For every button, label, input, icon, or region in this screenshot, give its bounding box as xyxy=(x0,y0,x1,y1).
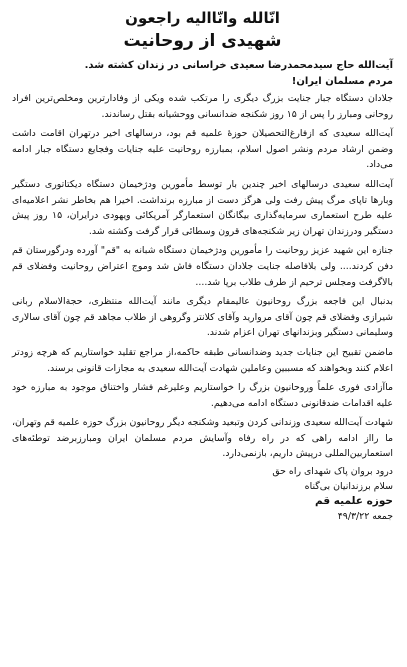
paragraph-6: ماضمن تقبیح این جنایات جدید وضدانسانی طبقه حاکمه،از مراجع تقلید خواستاریم که هرچه زودتر اعلام کنند وبخواهند که مسببین وعاملین شهادت آیت‌الله سعیدی به مجازات قانونی برسند. xyxy=(12,346,393,374)
date: جمعه ۴۹/۳/۲۲ xyxy=(337,511,393,523)
closing-line-2: سلام برزندانیان بی‌گناه xyxy=(304,481,393,493)
paragraph-1: جلادان دستگاه جبار جنایت بزرگ دیگری را مرتکب شده ویکی از وفادارترین ومخلص‌ترین افراد روحانی ومبارز را پس از ۱۵ روز شکنجه ضدانسانی ووحشیانه بقتل رساندند. xyxy=(12,93,393,120)
paragraph-5: بدنبال این فاجعه بزرگ روحانیون عالیمقام دیگری مانند آیت‌الله منتظری، حجةالاسلام ربانی شیرازی وفضلای قم چون آقای مروارید وآقای کلانتر وگروهی از طلاب مجاهد قم چون آقای سالاری وسلیمانی دستگیر وبزندانهای تهران اعزام شدند. xyxy=(12,296,393,339)
lead-address: مردم مسلمان ایران! xyxy=(291,76,393,87)
lead-headline: آیت‌الله حاج سیدمحمدرضا سعیدی خراسانی در زندان کشته شد. xyxy=(84,60,393,71)
page-title: شهیدی از روحانیت xyxy=(123,31,282,51)
closing-line-1: درود بروان پاک شهدای راه حق xyxy=(272,466,393,478)
paragraph-7: ماآزادی فوری علماً وروحانیون بزرگ را خواستاریم وعلیرغم فشار واختناق موجود به مبارزه خود علیه اقدامات ضدقانونی دستگاه ادامه می‌دهیم. xyxy=(12,382,393,409)
paragraph-4: جنازه این شهید عزیز روحانیت را مأمورین ودژخیمان دستگاه شبانه به "قم" آورده ودرگورستان قم دفن کردند.... ولی بلافاصله جنایت جلادان دستگاه فاش شد وموج اعتراض روحانیت وفضلای قم بالاگرفت ومجلس ترحیم از طرف طلاب برپا شد.... xyxy=(12,245,393,288)
paragraph-3: آیت‌الله سعیدی درسالهای اخیر چندین بار توسط مأمورین ودژخیمان دستگاه دیکتاتوری دستگیر وبارها تاپای مرگ پیش رفت ولی هرگز دست از مبارزه برنداشت. اخیرا هم بخاطر نشر اعلامیه‌ای علیه طرح استعماری سرمایه‌گذاری بیگانگان استعمارگر آمریکائی ویهودی درایران، ۱۵ روز پیش دستگیر ودرزندان تهران زیر شکنجه‌های قرون وسطائی قرار گرفت وکشته شد. xyxy=(12,178,393,237)
signature: حوزه علمیه قم xyxy=(315,495,393,508)
header-verse: انّالله وانّااليه راجعون xyxy=(125,9,280,27)
paragraph-2: آیت‌الله سعیدی که ازفارغ‌التحصیلان حوزهٔ علمیه قم بود، درسالهای اخیر درتهران اقامت داشت وضمن ارشاد مردم ونشر اصول اسلام، بمبارزه روحانیت علیه جنایات وفجایع دستگاه جبار ادامه می‌داد. xyxy=(12,128,393,171)
closing-block xyxy=(12,464,393,524)
paragraph-8: شهادت آیت‌الله سعیدی وزندانی کردن وتبعید وشکنجه دیگر روحانیون بزرگ حوزه علمیه قم وتهران، ما رااز ادامه راهی که در راه رفاه وآسایش مردم مسلمان ایران ومبارزبرضد توطئه‌های استعماربین‌المللی درپیش داریم، بازنمی‌دارد. xyxy=(12,417,393,460)
